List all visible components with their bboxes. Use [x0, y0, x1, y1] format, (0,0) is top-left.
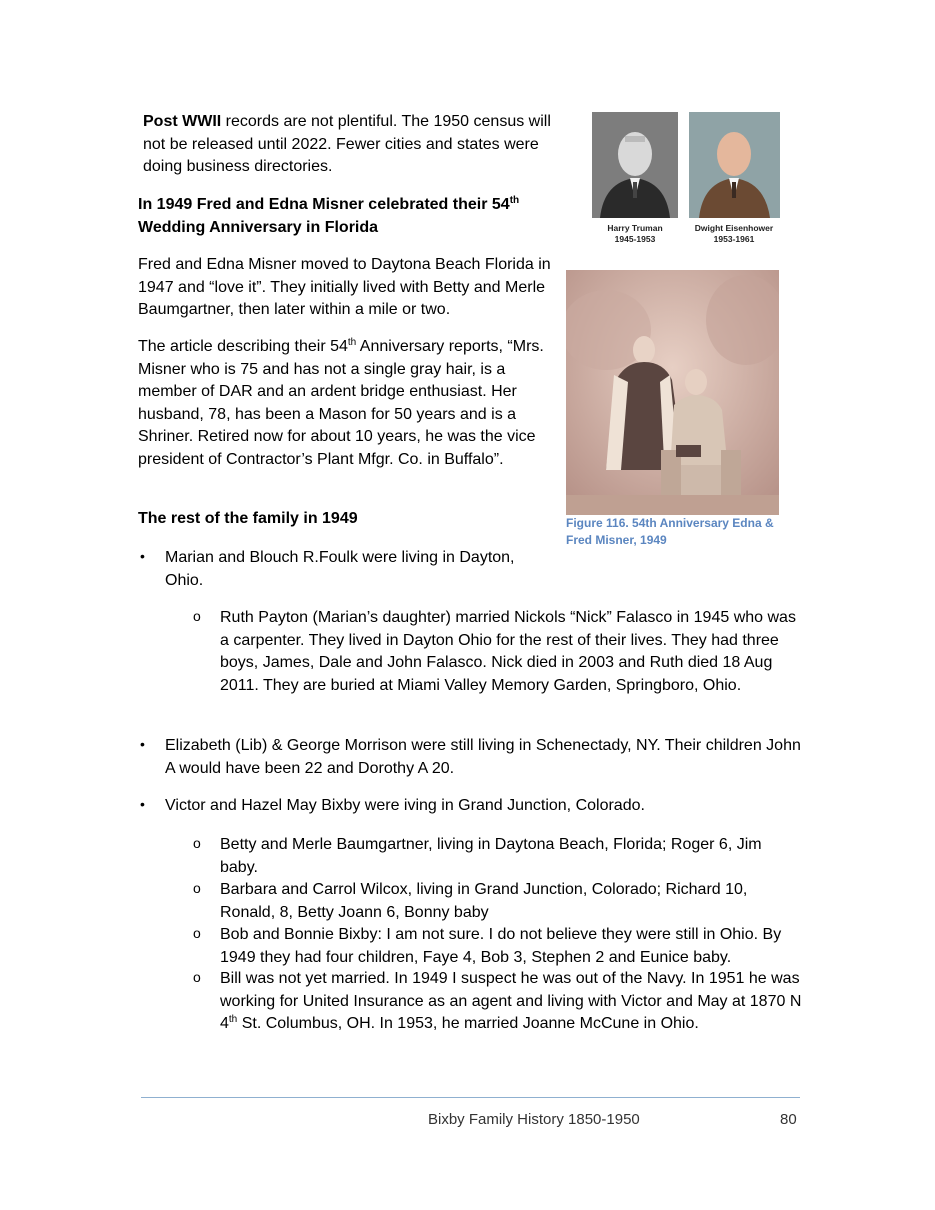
sub-bullet-baumgartner: Betty and Merle Baumgartner, living in Daytona Beach, Florida; Roger 6, Jim baby. [220, 836, 762, 876]
bill-part1: Bill was not yet married. In 1949 I suspect he was out of the Navy. In 1951 he was working for United Insurance as an agent and living with Victor and May at 1870 N 4 [220, 970, 802, 1032]
intro-paragraph [143, 111, 558, 179]
eisenhower-caption [684, 223, 784, 245]
truman-photo [592, 112, 678, 218]
footer-divider [141, 1097, 800, 1098]
eisenhower-years: 1953-1961 [713, 234, 755, 244]
truman-portrait-icon [592, 112, 678, 218]
truman-name: Harry Truman [607, 223, 663, 233]
truman-caption [588, 223, 682, 245]
article-part2: Anniversary reports, “Mrs. Misner who is 75 and has not a single gray hair, is a member of DAR and an ardent bridge enthusiast. Her husband, 78, has been a Mason for 50 years and is a Shriner. Retired now for about 10 years, he was the vice president of Contractor’s Plant Mfgr. Co. in Buffalo”. [138, 338, 544, 468]
figure-caption: Figure 116. 54th Anniversary Edna & Fred Misner, 1949 [566, 516, 774, 547]
bullet-dot: • [140, 548, 145, 564]
bill-part2: St. Columbus, OH. In 1953, he married Joanne McCune in Ohio. [237, 1015, 699, 1032]
paragraph-move: Fred and Edna Misner moved to Daytona Beach Florida in 1947 and “love it”. They initially lived with Betty and Merle Baumgartner, then later within a mile or two. [138, 256, 551, 318]
page-number: 80 [780, 1111, 797, 1128]
sub-bullet-bill [220, 968, 805, 1036]
section-heading-family: The rest of the family in 1949 [138, 510, 358, 527]
sub-bullet-payton: Ruth Payton (Marian’s daughter) married Nickols “Nick” Falasco in 1945 who was a carpenter. They lived in Dayton Ohio for the rest of their lives. They had three boys, James, Dale and John Falasco. Nick died in 2003 and Ruth died 18 Aug 2011. They are buried at Miami Valley Memory Garden, Springboro, Ohio. [220, 609, 796, 694]
sub-bullet-circle: o [193, 925, 201, 941]
bullet-dot: • [140, 736, 145, 752]
eisenhower-portrait-icon [689, 112, 780, 218]
section-heading-anniversary [138, 194, 548, 239]
truman-years: 1945-1953 [614, 234, 656, 244]
sub-bullet-wilcox: Barbara and Carrol Wilcox, living in Grand Junction, Colorado; Richard 10, Ronald, 8, Betty Joann 6, Bonny baby [220, 881, 748, 921]
bullet-dot: • [140, 796, 145, 812]
intro-text: records are not plentiful. The 1950 census will not be released until 2022. Fewer cities and states were doing business directories. [143, 113, 551, 175]
bill-sup: th [228, 1014, 238, 1025]
intro-bold-lead: Post WWII [143, 113, 222, 130]
bullet-foulk: Marian and Blouch R.Foulk were living in Dayton, Ohio. [165, 549, 515, 589]
article-sup: th [347, 337, 357, 348]
anniversary-photo [566, 270, 779, 515]
couple-photo-icon [566, 270, 779, 515]
paragraph-article [138, 336, 558, 471]
heading-part2: Wedding Anniversary in Florida [138, 218, 379, 236]
sub-bullet-circle: o [193, 608, 201, 624]
bullet-bixby: Victor and Hazel May Bixby were iving in Grand Junction, Colorado. [165, 797, 645, 814]
eisenhower-photo [689, 112, 780, 218]
article-part1: The article describing their 54 [138, 338, 348, 355]
sub-bullet-circle: o [193, 835, 201, 851]
footer-title: Bixby Family History 1850-1950 [428, 1111, 640, 1128]
sub-bullet-circle: o [193, 969, 201, 985]
eisenhower-name: Dwight Eisenhower [694, 223, 774, 233]
heading-part1: In 1949 Fred and Edna Misner celebrated their 54 [138, 196, 510, 213]
heading-sup: th [509, 195, 520, 206]
sub-bullet-bob-bixby: Bob and Bonnie Bixby: I am not sure. I do not believe they were still in Ohio. By 1949 they had four children, Faye 4, Bob 3, Stephen 2 and Eunice baby. [220, 926, 782, 966]
bullet-morrison: Elizabeth (Lib) & George Morrison were still living in Schenectady, NY. Their children John A would have been 22 and Dorothy A 20. [165, 737, 801, 777]
sub-bullet-circle: o [193, 880, 201, 896]
